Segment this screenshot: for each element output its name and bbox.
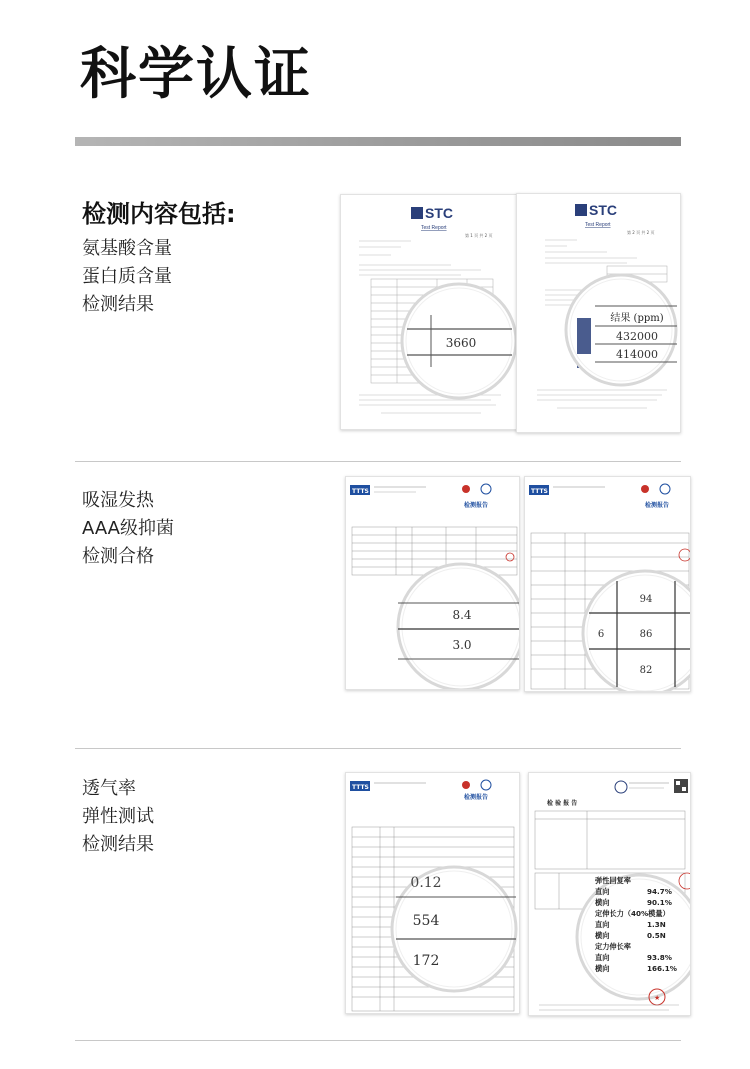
magnified-value-2: 94.7% xyxy=(647,887,672,896)
magnified-value-2: 554 xyxy=(412,913,440,929)
magnified-label-6: 横向 xyxy=(595,931,610,940)
magnified-value-2: 414000 xyxy=(616,348,658,361)
magnified-value-5: 1.3N xyxy=(647,920,666,929)
report-title: 检测报告 xyxy=(464,502,489,509)
magnified-value-1: 432000 xyxy=(616,330,658,343)
section-3-line-1: 透气率 xyxy=(82,778,136,799)
section-divider xyxy=(75,461,681,462)
ttts-report-breathability xyxy=(345,772,520,1014)
report-page-number: 第 1 页 共 2 页 xyxy=(465,233,493,238)
stamp-star-icon: ★ xyxy=(654,994,661,1002)
section-divider xyxy=(75,1040,681,1041)
report-title: 检测报告 xyxy=(464,794,489,801)
magnified-label-7: 定力伸长率 xyxy=(595,942,631,951)
magnified-label-1: 弹性回复率 xyxy=(595,876,631,885)
title-accent-bar xyxy=(75,137,681,146)
section-divider xyxy=(75,748,681,749)
magnified-label-5: 直向 xyxy=(595,920,610,929)
section-heading: 检测内容包括: xyxy=(82,200,236,228)
magnified-value-9: 166.1% xyxy=(647,964,677,973)
magnified-column-header: 结果 (ppm) xyxy=(610,313,664,324)
magnified-label-4: 定伸长力（40%模量） xyxy=(595,909,670,918)
magnified-value-2: 86 xyxy=(639,629,653,640)
magnified-label-2: 直向 xyxy=(595,887,610,896)
report-title: 检 验 报 告 xyxy=(547,800,578,807)
stc-logo: STC xyxy=(589,202,617,218)
magnified-label-8: 直向 xyxy=(595,953,610,962)
ttts-report-moisture-heat xyxy=(345,476,520,690)
report-subtitle: Test Report xyxy=(585,222,611,228)
section-3-line-2: 弹性测试 xyxy=(82,806,154,827)
magnified-value-2: 3.0 xyxy=(452,638,472,652)
magnified-label-3: 横向 xyxy=(595,898,610,907)
magnified-value-1: 8.4 xyxy=(452,608,472,622)
magnified-value-6: 0.5N xyxy=(647,931,666,940)
magnified-value-1: 94 xyxy=(639,594,653,605)
magnified-value: 3660 xyxy=(445,336,477,350)
ttts-report-antibacterial xyxy=(524,476,691,692)
section-2-line-1: 吸湿发热 xyxy=(82,490,154,511)
report-page-number: 第 2 页 共 2 页 xyxy=(627,230,655,235)
magnified-value-3: 172 xyxy=(412,953,440,969)
section-2-line-2: AAA级抑菌 xyxy=(82,518,174,539)
magnified-label-9: 横向 xyxy=(595,964,610,973)
stc-logo: STC xyxy=(425,205,453,221)
stc-report-page-1 xyxy=(340,194,520,430)
elasticity-inspection-report xyxy=(528,772,691,1016)
section-2-line-3: 检测合格 xyxy=(82,546,154,567)
magnified-value-1: 0.12 xyxy=(410,875,442,891)
magnified-value-8: 93.8% xyxy=(647,953,672,962)
report-subtitle: Test Report xyxy=(421,225,447,231)
section-1-line-1: 氨基酸含量 xyxy=(82,238,172,259)
magnified-value-3: 90.1% xyxy=(647,898,672,907)
section-1-line-2: 蛋白质含量 xyxy=(82,266,172,287)
section-1-line-3: 检测结果 xyxy=(82,294,154,315)
page-title: 科学认证 xyxy=(80,42,312,107)
magnified-row-label: 6 xyxy=(597,629,605,640)
report-title: 检测报告 xyxy=(645,502,670,509)
ttts-logo: TTTS xyxy=(531,488,548,495)
section-3-line-3: 检测结果 xyxy=(82,834,154,855)
stc-report-page-2 xyxy=(516,193,681,433)
ttts-logo: TTTS xyxy=(352,784,369,791)
magnified-value-3: 82 xyxy=(639,665,653,676)
ttts-logo: TTTS xyxy=(352,488,369,495)
